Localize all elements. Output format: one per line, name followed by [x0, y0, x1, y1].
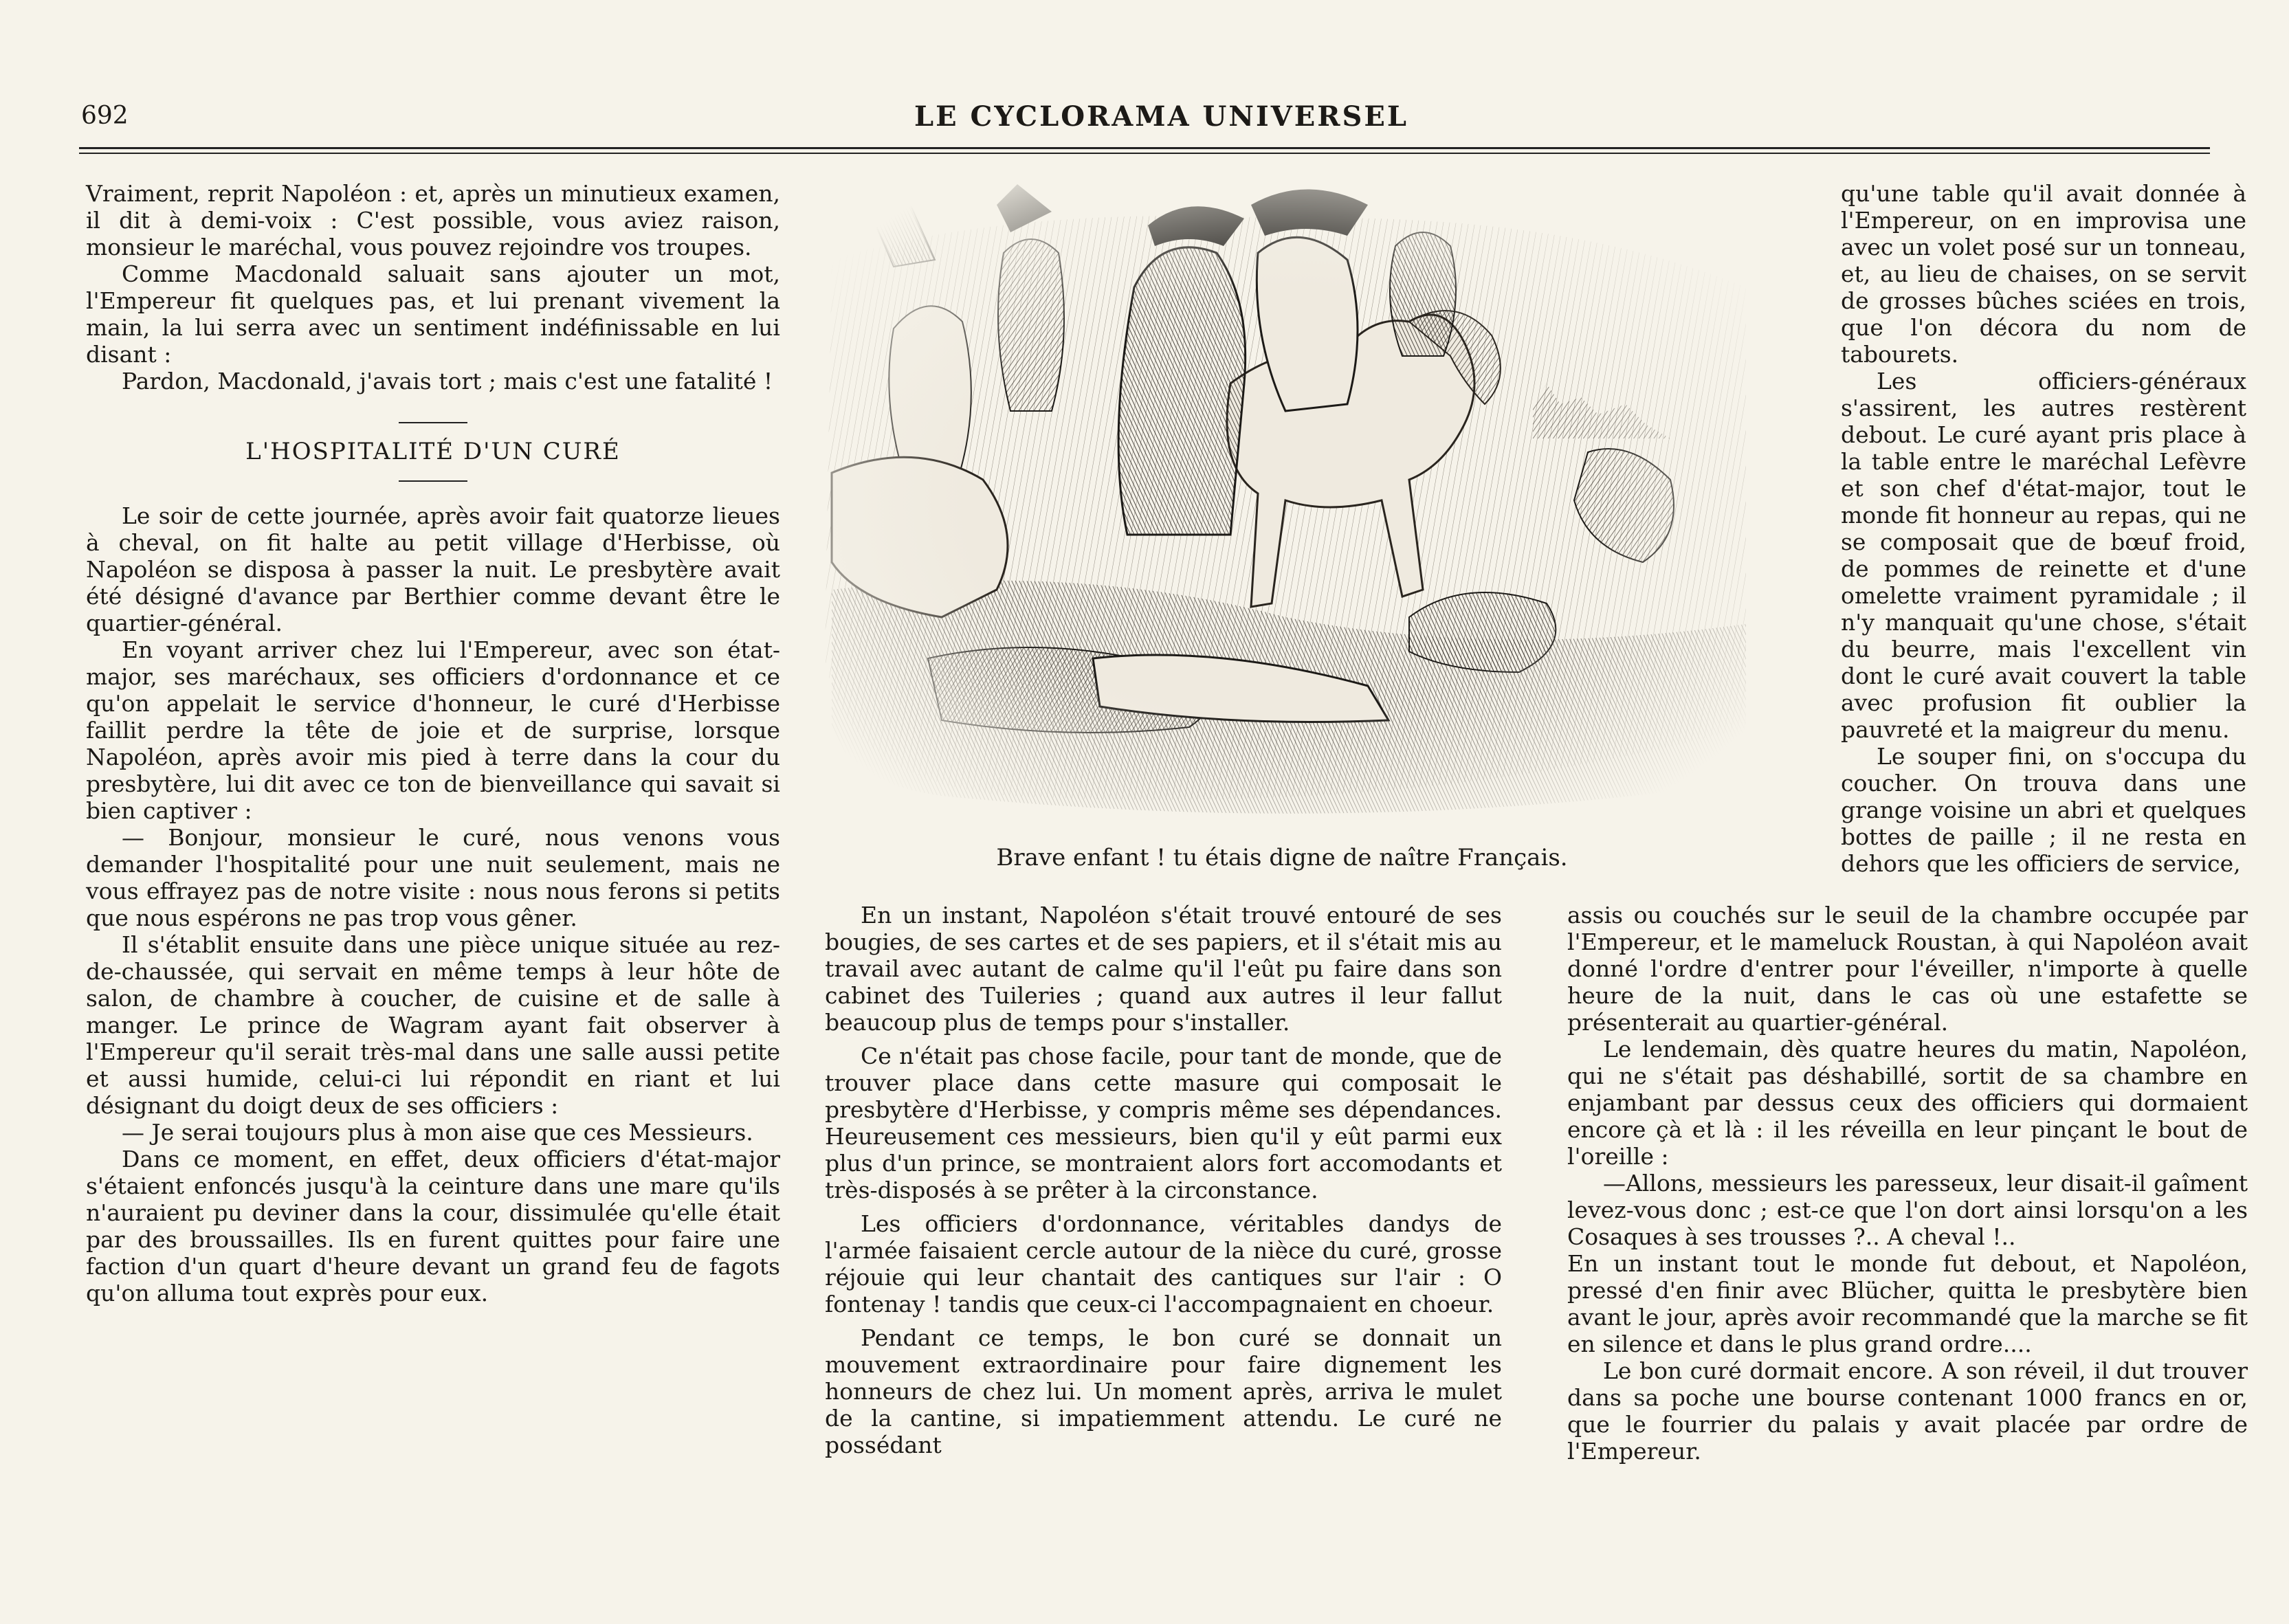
journal-title: LE CYCLORAMA UNIVERSEL	[914, 100, 1408, 133]
paragraph: Comme Macdonald saluait sans ajouter un mot, l'Empereur fit quelques pas, et lui prenant vivement la main, la lui serra avec un sentiment indéfinissable en lui disant :	[86, 260, 780, 368]
paragraph: assis ou couchés sur le seuil de la chambre occupée par l'Empereur, et le mameluck Roustan, à qui Napoléon avait donné l'ordre d'entrer pour l'éveiller, n'importe à quelle heure de la nuit, dans le cas où une estafette se présenterait au quartier-général.	[1567, 902, 2248, 1036]
paragraph: En un instant, Napoléon s'était trouvé entouré de ses bougies, de ses cartes et de ses papiers, et il s'était mis au travail avec autant de calme qu'il l'eût pu faire dans son cabinet des Tuileries ; quand aux autres il leur fallut beaucoup plus de temps pour s'installer.	[825, 902, 1502, 1036]
paragraph: —Allons, messieurs les paresseux, leur disait-il gaîment levez-vous donc ; est-ce que l'on dort ainsi lorsqu'on a les Cosaques à ses trousses ?.. A cheval !..	[1567, 1170, 2248, 1250]
section-divider	[399, 480, 467, 482]
paragraph: Il s'établit ensuite dans une pièce unique située au rez-de-chaussée, qui servait en même temps à leur hôte de salon, de chambre à coucher, de cuisine et de salle à manger. Le prince de Wagram ayant fait observer à l'Empereur qu'il serait très-mal dans une salle aussi petite et aussi humide, celui-ci lui répondit en riant et lui désignant du doigt deux de ses officiers :	[86, 931, 780, 1119]
paragraph: Le souper fini, on s'occupa du coucher. On trouva dans une grange voisine un abri et quelques bottes de paille ; il ne resta en dehors que les officiers de service,	[1841, 743, 2246, 877]
header-rule	[79, 147, 2210, 149]
figure-caption: Brave enfant ! tu étais digne de naître Français.	[996, 844, 1568, 871]
paragraph: Le soir de cette journée, après avoir fait quatorze lieues à cheval, on fit halte au petit village d'Herbisse, où Napoléon se disposa à passer la nuit. Le presbytère avait été désigné d'avance par Berthier comme devant être le quartier-général.	[86, 502, 780, 636]
paragraph: — Bonjour, monsieur le curé, nous venons vous demander l'hospitalité pour une nuit seulement, mais ne vous effrayez pas de notre visite : nous nous ferons si petits que nous espérons ne pas trop vous gêner.	[86, 824, 780, 931]
battle-scene-engraving	[804, 177, 1760, 827]
paragraph: Le lendemain, dès quatre heures du matin, Napoléon, qui ne s'était pas déshabillé, sortit de sa chambre en enjambant par dessus ceux des officiers qui dormaient encore çà et là : il les réveilla en leur pinçant le bout de l'oreille :	[1567, 1036, 2248, 1170]
paragraph: Les officiers-généraux s'assirent, les autres restèrent debout. Le curé ayant pris place à la table entre le maréchal Lefèvre et son chef d'état-major, tout le monde fit honneur au repas, qui ne se composait que de bœuf froid, de pommes de reinette et d'une omelette vraiment pyramidale ; il n'y manquait qu'une chose, s'était du beurre, mais l'excellent vin dont le curé avait couvert la table avec profusion fit oublier la pauvreté et la maigreur du menu.	[1841, 368, 2246, 743]
paragraph: Les officiers d'ordonnance, véritables dandys de l'armée faisaient cercle autour de la nièce du curé, grosse réjouie qui leur chantait des cantiques sur l'air : O fontenay ! tandis que ceux-ci l'accompagnaient en choeur.	[825, 1210, 1502, 1317]
section-divider	[399, 422, 467, 423]
paragraph: qu'une table qu'il avait donnée à l'Empereur, on en improvisa une avec un volet posé sur un tonneau, et, au lieu de chaises, on se servit de grosses bûches sciées en trois, que l'on décora du nom de tabourets.	[1841, 180, 2246, 368]
paragraph: Ce n'était pas chose facile, pour tant de monde, que de trouver place dans cette masure qui composait le presbytère d'Herbisse, y compris même ses dépendances. Heureusement ces messieurs, bien qu'il y eût parmi eux plus d'un prince, se montraient alors fort accomodants et très-disposés à se prêter à la circonstance.	[825, 1043, 1502, 1203]
right-column-top	[1841, 180, 2246, 877]
page-number: 692	[81, 102, 129, 130]
header-rule-secondary	[79, 153, 2210, 154]
paragraph: Vraiment, reprit Napoléon : et, après un minutieux examen, il dit à demi-voix : C'est possible, vous aviez raison, monsieur le maréchal, vous pouvez rejoindre vos troupes.	[86, 180, 780, 260]
engraving-illustration	[804, 177, 1760, 827]
paragraph: Le bon curé dormait encore. A son réveil, il dut trouver dans sa poche une bourse contenant 1000 francs en or, que le fourrier du palais y avait placée par ordre de l'Empereur.	[1567, 1357, 2248, 1465]
paragraph: Pendant ce temps, le bon curé se donnait un mouvement extraordinaire pour faire dignement les honneurs de chez lui. Un moment après, arriva le mulet de la cantine, si impatiemment attendu. Le curé ne possédant	[825, 1324, 1502, 1458]
right-column-bottom	[1567, 902, 2248, 1465]
paragraph: Dans ce moment, en effet, deux officiers d'état-major s'étaient enfoncés jusqu'à la ceinture dans une mare qu'ils n'auraient pu deviner dans la cour, dissimulée qu'elle était par des broussailles. Ils en furent quittes pour faire une faction d'un quart d'heure devant un grand feu de fagots qu'on alluma tout exprès pour eux.	[86, 1146, 780, 1306]
left-column	[86, 180, 780, 1306]
paragraph: — Je serai toujours plus à mon aise que ces Messieurs.	[122, 1119, 753, 1146]
section-title: L'HOSPITALITÉ D'UN CURÉ	[245, 438, 621, 465]
paragraph: Pardon, Macdonald, j'avais tort ; mais c'est une fatalité !	[122, 368, 773, 394]
paragraph: En voyant arriver chez lui l'Empereur, avec son état-major, ses maréchaux, ses officiers d'ordonnance et ce qu'on appelait le service d'honneur, le curé d'Herbisse faillit perdre la tête de joie et de surprise, lorsque Napoléon, après avoir mis pied à terre dans la cour du presbytère, lui dit avec ce ton de bienveillance qui savait si bien captiver :	[86, 636, 780, 824]
middle-column-bottom	[825, 902, 1502, 1458]
paragraph: En un instant tout le monde fut debout, et Napoléon, pressé d'en finir avec Blücher, quitta le presbytère bien avant le jour, après avoir recommandé que la marche se fit en silence et dans le plus grand ordre....	[1567, 1250, 2248, 1357]
